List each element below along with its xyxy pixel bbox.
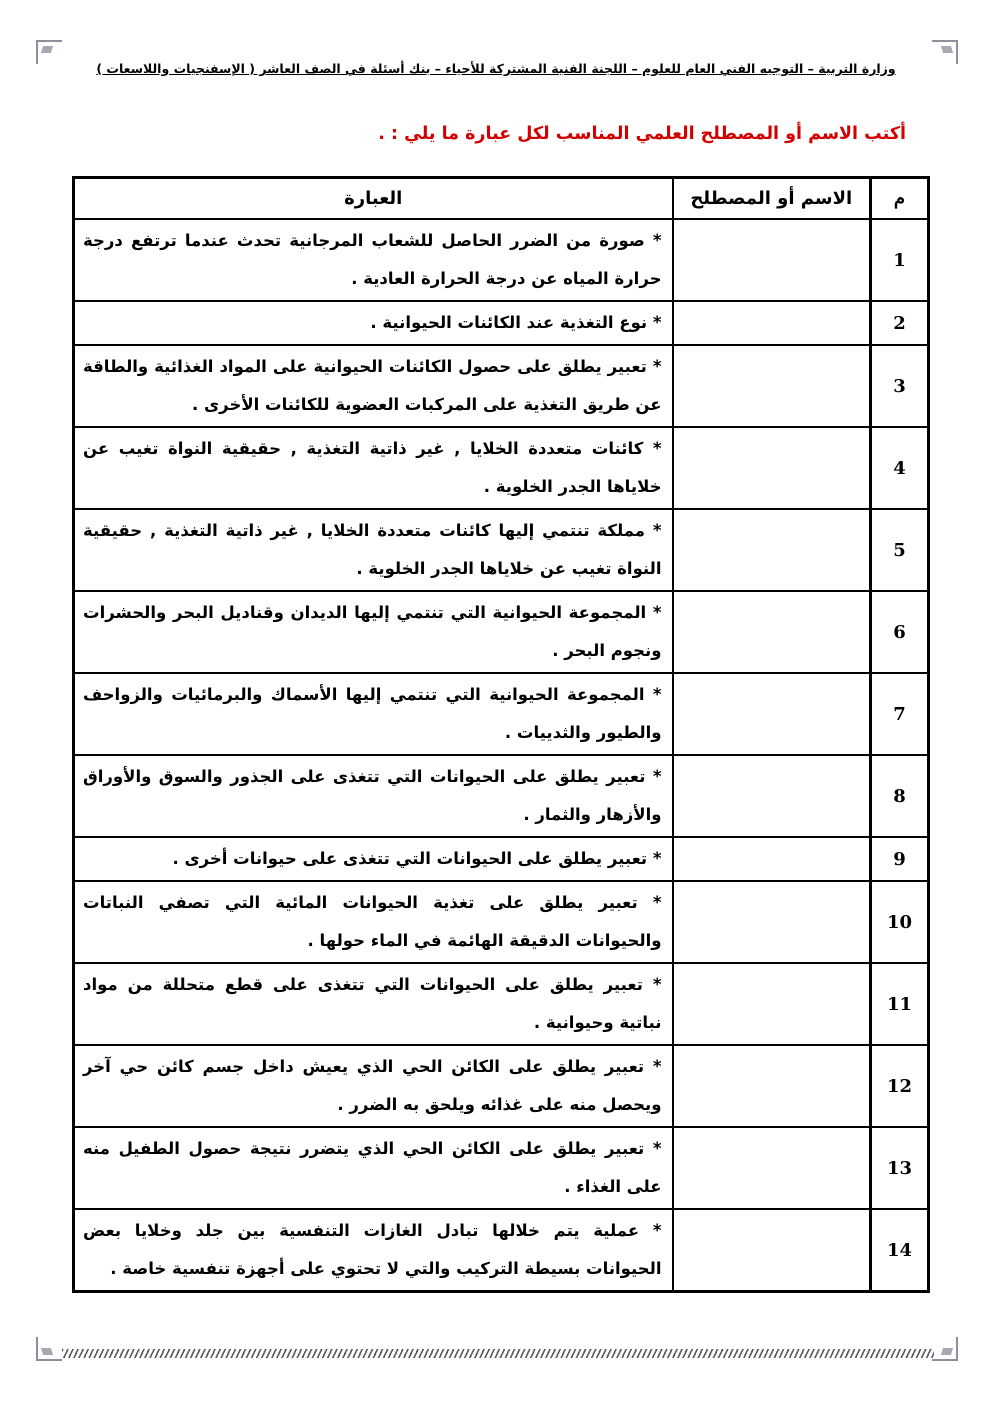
answer-cell bbox=[673, 301, 871, 345]
table-row bbox=[74, 509, 929, 591]
row-number: 14 bbox=[871, 1209, 929, 1292]
page-title: أكتب الاسم أو المصطلح العلمي المناسب لكل عبارة ما يلي : . bbox=[378, 124, 906, 144]
table-header-row bbox=[74, 178, 929, 220]
answer-cell bbox=[673, 427, 871, 509]
table-row bbox=[74, 345, 929, 427]
table-row bbox=[74, 755, 929, 837]
answer-cell bbox=[673, 837, 871, 881]
row-number: 8 bbox=[871, 755, 929, 837]
statement-cell: * عملية يتم خلالها تبادل الغازات التنفسية بين جلد وخلايا بعض الحيوانات بسيطة التركيب والتي لا تحتوي على أجهزة تنفسية خاصة . bbox=[74, 1209, 673, 1292]
header-number: م bbox=[871, 178, 929, 220]
answer-cell bbox=[673, 219, 871, 301]
bottom-hatch-line bbox=[62, 1349, 934, 1358]
statement-cell: * كائنات متعددة الخلايا , غير ذاتية التغذية , حقيقية النواة تغيب عن خلاياها الجدر الخلوية . bbox=[74, 427, 673, 509]
statement-cell: * تعبير يطلق على الحيوانات التي تتغذى على الجذور والسوق والأوراق والأزهار والثمار . bbox=[74, 755, 673, 837]
corner-mark-top-right bbox=[932, 40, 958, 64]
table-row bbox=[74, 219, 929, 301]
corner-mark-bottom-right bbox=[932, 1337, 958, 1361]
answer-cell bbox=[673, 1209, 871, 1292]
statement-cell: * تعبير يطلق على الكائن الحي الذي يعيش داخل جسم كائن حي آخر ويحصل منه على غذائه ويلحق به الضرر . bbox=[74, 1045, 673, 1127]
answer-cell bbox=[673, 509, 871, 591]
question-table bbox=[72, 176, 930, 1293]
row-number: 1 bbox=[871, 219, 929, 301]
answer-cell bbox=[673, 755, 871, 837]
answer-cell bbox=[673, 345, 871, 427]
statement-cell: * تعبير يطلق على حصول الكائنات الحيوانية على المواد الغذائية والطاقة عن طريق التغذية على المركبات العضوية للكائنات الأخرى . bbox=[74, 345, 673, 427]
table-row bbox=[74, 963, 929, 1045]
row-number: 5 bbox=[871, 509, 929, 591]
statement-cell: * نوع التغذية عند الكائنات الحيوانية . bbox=[74, 301, 673, 345]
table-row bbox=[74, 427, 929, 509]
table-row bbox=[74, 673, 929, 755]
statement-cell: * تعبير يطلق على الحيوانات التي تتغذى على قطع متحللة من مواد نباتية وحيوانية . bbox=[74, 963, 673, 1045]
row-number: 2 bbox=[871, 301, 929, 345]
statement-cell: * تعبير يطلق على تغذية الحيوانات المائية التي تصفي النباتات والحيوانات الدقيقة الهائمة في الماء حولها . bbox=[74, 881, 673, 963]
row-number: 7 bbox=[871, 673, 929, 755]
table-row bbox=[74, 837, 929, 881]
row-number: 4 bbox=[871, 427, 929, 509]
answer-cell bbox=[673, 1127, 871, 1209]
answer-cell bbox=[673, 673, 871, 755]
answer-cell bbox=[673, 1045, 871, 1127]
row-number: 12 bbox=[871, 1045, 929, 1127]
table-row bbox=[74, 301, 929, 345]
row-number: 6 bbox=[871, 591, 929, 673]
table-row bbox=[74, 591, 929, 673]
header-statement: العبارة bbox=[74, 178, 673, 220]
table-row bbox=[74, 1209, 929, 1292]
corner-mark-top-left bbox=[36, 40, 62, 64]
row-number: 9 bbox=[871, 837, 929, 881]
statement-cell: * تعبير يطلق على الحيوانات التي تتغذى على حيوانات أخرى . bbox=[74, 837, 673, 881]
row-number: 13 bbox=[871, 1127, 929, 1209]
corner-mark-bottom-left bbox=[36, 1337, 62, 1361]
row-number: 3 bbox=[871, 345, 929, 427]
answer-cell bbox=[673, 881, 871, 963]
row-number: 11 bbox=[871, 963, 929, 1045]
table-row bbox=[74, 881, 929, 963]
statement-cell: * المجموعة الحيوانية التي تنتمي إليها الأسماك والبرمائيات والزواحف والطيور والثدييات . bbox=[74, 673, 673, 755]
statement-cell: * المجموعة الحيوانية التي تنتمي إليها الديدان وقناديل البحر والحشرات ونجوم البحر . bbox=[74, 591, 673, 673]
answer-cell bbox=[673, 963, 871, 1045]
header-answer: الاسم أو المصطلح bbox=[673, 178, 871, 220]
table-row bbox=[74, 1045, 929, 1127]
document-header: وزارة التربية – التوجيه الفني العام للعلوم – اللجنة الفنية المشتركة للأحياء – بنك أسئلة في الصف العاشر ( الإسفنجيات واللاسعات ) bbox=[96, 61, 896, 76]
statement-cell: * صورة من الضرر الحاصل للشعاب المرجانية تحدث عندما ترتفع درجة حرارة المياه عن درجة الحرارة العادية . bbox=[74, 219, 673, 301]
answer-cell bbox=[673, 591, 871, 673]
statement-cell: * مملكة تنتمي إليها كائنات متعددة الخلايا , غير ذاتية التغذية , حقيقية النواة تغيب عن خلاياها الجدر الخلوية . bbox=[74, 509, 673, 591]
row-number: 10 bbox=[871, 881, 929, 963]
statement-cell: * تعبير يطلق على الكائن الحي الذي يتضرر نتيجة حصول الطفيل منه على الغذاء . bbox=[74, 1127, 673, 1209]
table-row bbox=[74, 1127, 929, 1209]
